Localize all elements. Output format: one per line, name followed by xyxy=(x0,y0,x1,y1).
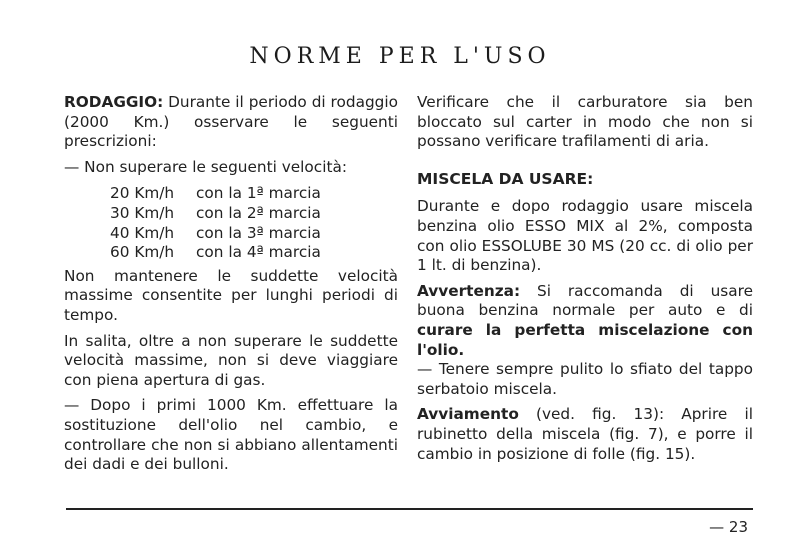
oil-change-paragraph: — Dopo i primi 1000 Km. effettuare la sostituzione dell'olio nel cambio, e controllare che non si abbiano allentamenti dei dadi e dei bulloni. xyxy=(64,396,398,474)
rodaggio-label: RODAGGIO: xyxy=(64,93,164,111)
avviamento-paragraph xyxy=(417,405,753,464)
rodaggio-text: Durante il periodo di rodaggio (2000 Km.) osservare le seguenti prescrizioni: xyxy=(64,93,398,151)
left-column xyxy=(64,93,398,475)
speed-value: 20 Km/h xyxy=(110,184,175,203)
miscela-heading: MISCELA DA USARE: xyxy=(417,169,594,188)
avvertenza-paragraph xyxy=(417,282,753,360)
avvertenza-label: Avvertenza: xyxy=(417,281,521,300)
speed-value: 30 Km/h xyxy=(110,203,175,222)
speed-row xyxy=(110,204,398,224)
avvertenza-text: Si raccomanda di usare buona benzina normale per auto e di xyxy=(417,281,753,320)
speed-value: 60 Km/h xyxy=(110,243,175,262)
speed-intro: — Non superare le seguenti velocità: xyxy=(64,157,347,176)
rodaggio-paragraph xyxy=(64,93,398,152)
footer-rule xyxy=(66,508,753,510)
page-title: NORME PER L'USO xyxy=(249,44,551,69)
speed-list xyxy=(110,184,398,262)
avviamento-label: Avviamento xyxy=(417,405,519,424)
velocity-paragraph: Non mantenere le suddette velocità massime consentite per lunghi periodi di tempo. xyxy=(64,266,398,324)
avviamento-text: (ved. fig. 13): Aprire il rubinetto della miscela (fig. 7), e porre il cambio in posizione di folle (fig. 15). xyxy=(417,405,753,463)
page-number: — 23 xyxy=(709,518,748,536)
speed-row xyxy=(110,184,398,204)
speed-gear: con la 1ª marcia xyxy=(196,184,321,203)
salita-paragraph: In salita, oltre a non superare le suddette velocità massime, non si deve viaggiare con piena apertura di gas. xyxy=(64,331,398,389)
avvertenza-emphasis: curare la perfetta miscelazione con l'olio. xyxy=(417,320,753,359)
speed-gear: con la 3ª marcia xyxy=(196,223,321,242)
speed-row xyxy=(110,243,398,263)
right-column xyxy=(417,93,753,464)
sfiato-paragraph: — Tenere sempre pulito lo sfiato del tappo serbatoio miscela. xyxy=(417,360,753,398)
speed-gear: con la 2ª marcia xyxy=(196,203,321,222)
carburetor-paragraph: Verificare che il carburatore sia ben bloccato sul carter in modo che non si possano verificare trafilamenti di aria. xyxy=(417,93,753,151)
miscela-paragraph: Durante e dopo rodaggio usare miscela benzina olio ESSO MIX al 2%, composta con olio ESSOLUBE 30 MS (20 cc. di olio per 1 lt. di benzina). xyxy=(417,197,753,275)
speed-gear: con la 4ª marcia xyxy=(196,243,321,262)
speed-row xyxy=(110,224,398,244)
speed-value: 40 Km/h xyxy=(110,223,175,242)
